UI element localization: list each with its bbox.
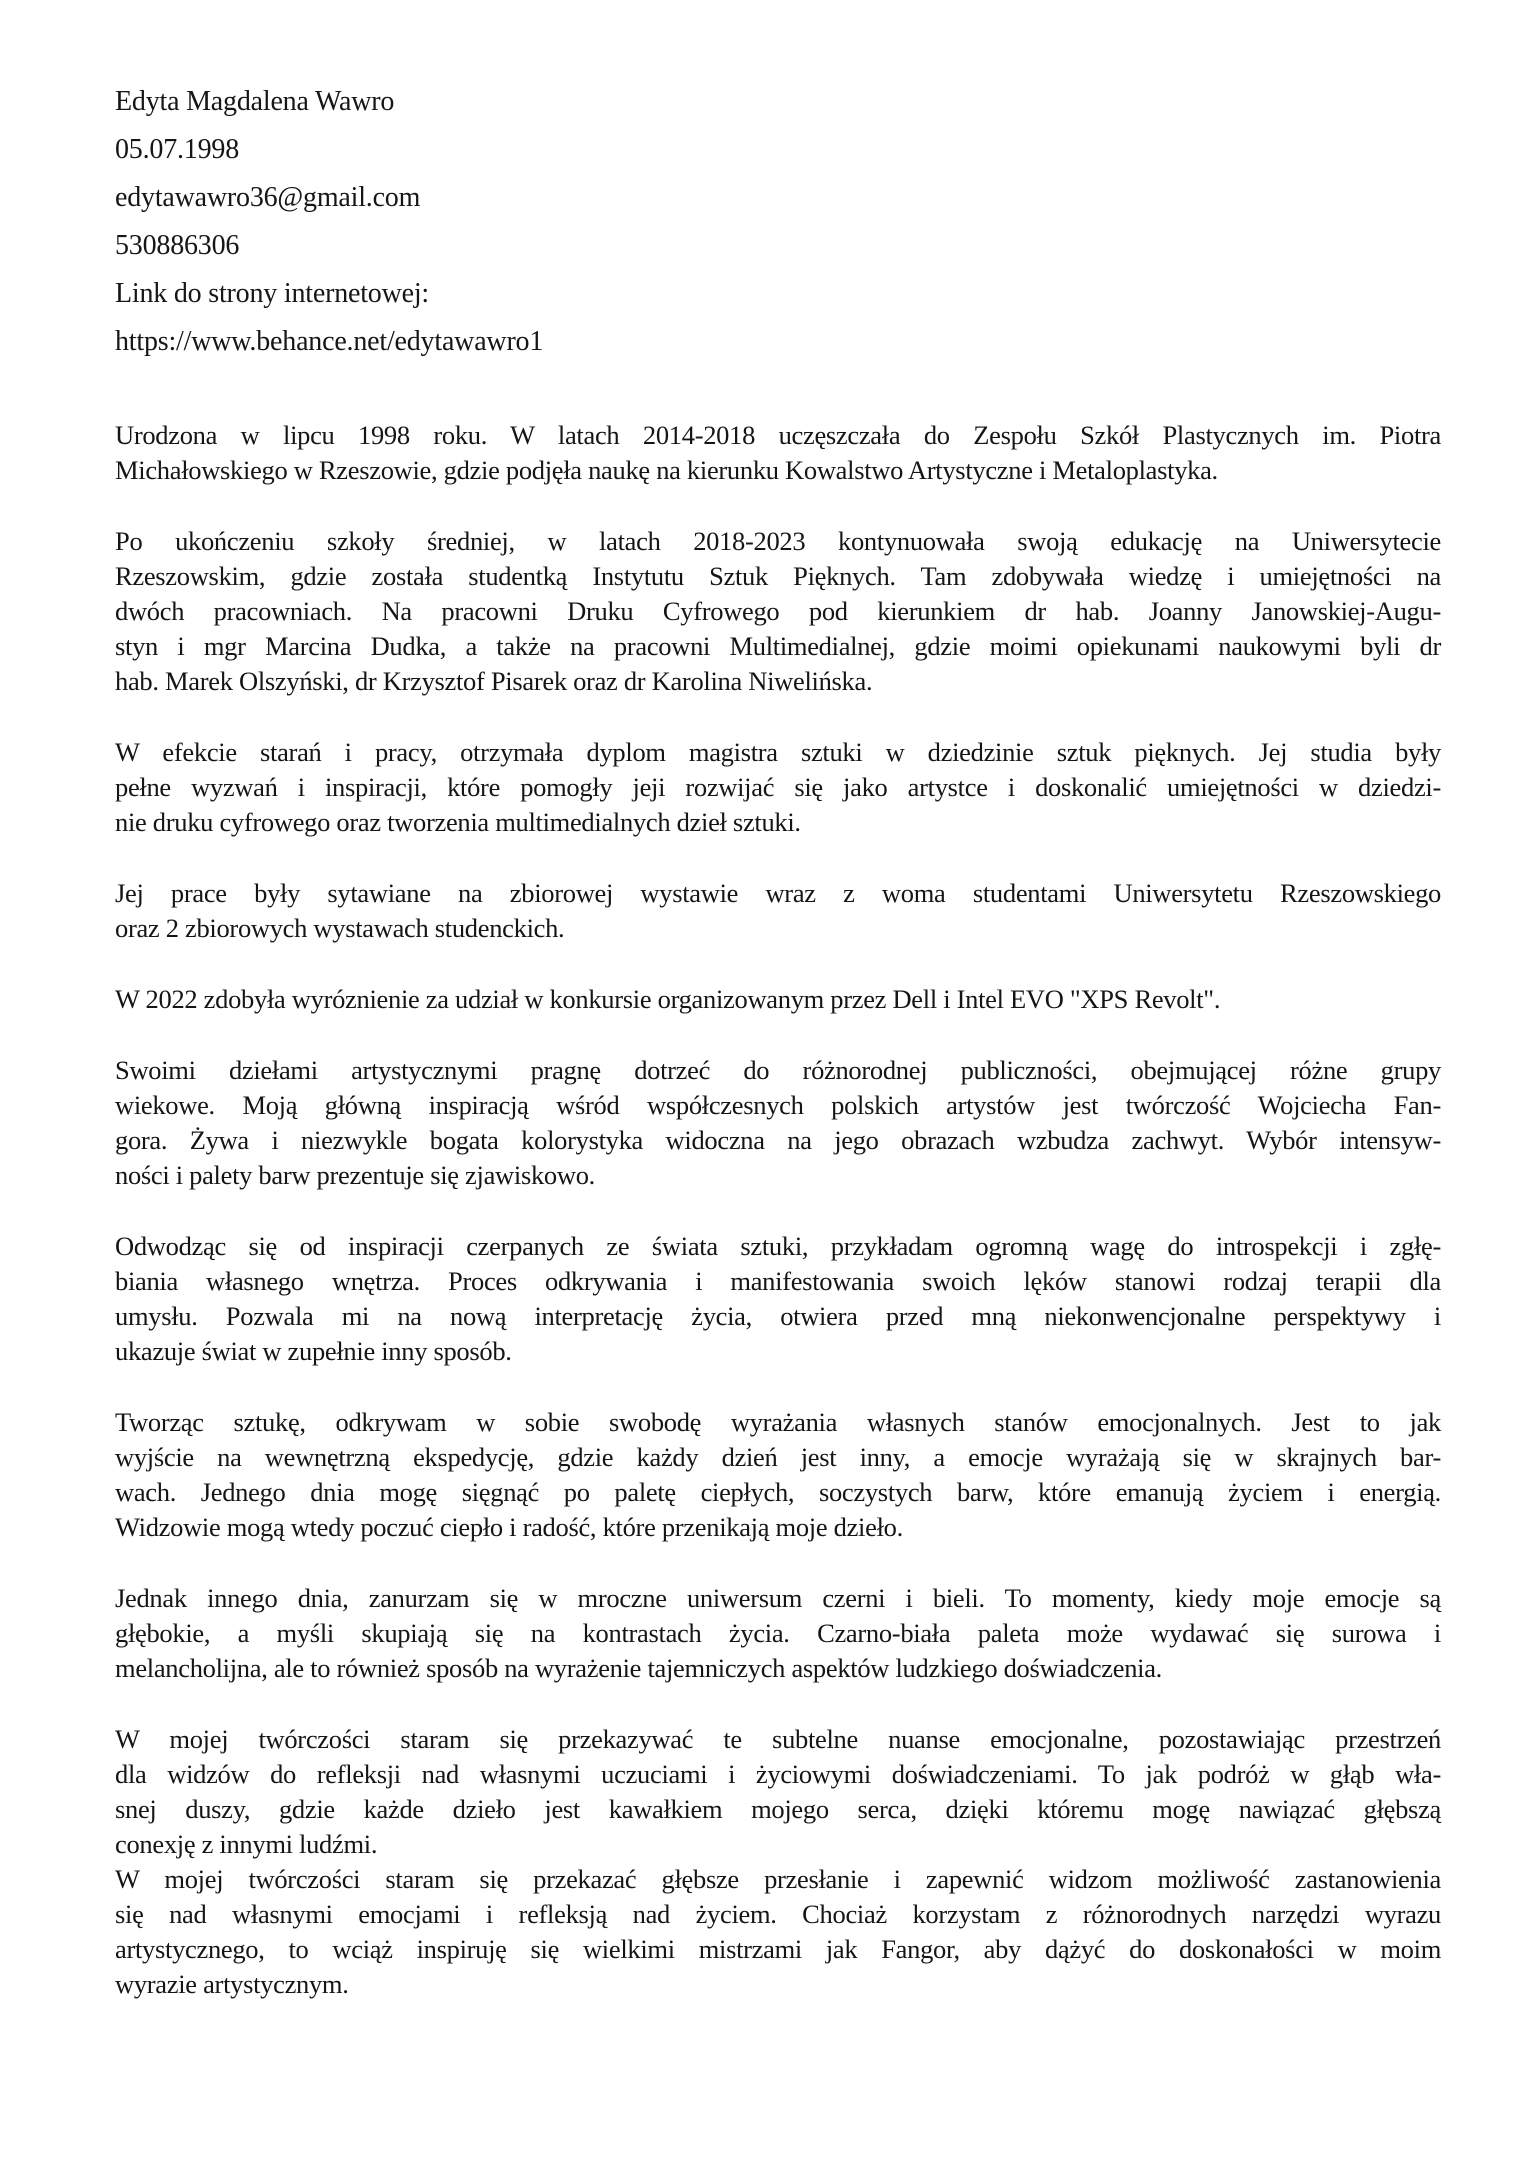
paragraph-line: Jej prace były sytawiane na zbiorowej wystawie wraz z woma studentami Uniwersytetu Rzeszowskiego [115, 878, 1441, 908]
contact-birthdate: 05.07.1998 [115, 134, 240, 165]
paragraph [115, 1053, 1441, 1193]
paragraph-line: ukazuje świat w zupełnie inny sposób. [115, 1336, 512, 1366]
paragraph-line: conexję z innymi ludźmi. [115, 1829, 378, 1859]
paragraph [115, 418, 1441, 488]
paragraph [115, 1229, 1441, 1369]
paragraph [115, 876, 1441, 946]
contact-name: Edyta Magdalena Wawro [115, 86, 395, 117]
paragraph-line: W 2022 zdobyła wyróznienie za udział w konkursie organizowanym przez Dell i Intel EVO "XPS Revolt". [115, 984, 1221, 1014]
paragraph-line: Urodzona w lipcu 1998 roku. W latach 2014-2018 uczęszczała do Zespołu Szkół Plastycznych im. Piotra [115, 420, 1441, 450]
contact-phone: 530886306 [115, 230, 240, 261]
paragraph [115, 1581, 1441, 1686]
paragraph-line: W mojej twórczości staram się przekazać głębsze przesłanie i zapewnić widzom możliwość zastanowienia [115, 1864, 1441, 1894]
paragraph-line: Rzeszowskim, gdzie została studentką Instytutu Sztuk Pięknych. Tam zdobywała wiedzę i umiejętności na [115, 561, 1441, 591]
paragraph-gap [115, 1545, 1441, 1581]
contact-website-label: Link do strony internetowej: [115, 278, 430, 309]
paragraph-gap [115, 699, 1441, 735]
paragraph-line: Widzowie mogą wtedy poczuć ciepło i radość, które przenikają moje dzieło. [115, 1512, 903, 1542]
paragraph-gap [115, 1686, 1441, 1722]
contact-block [115, 78, 1015, 366]
paragraph-gap [115, 1369, 1441, 1405]
paragraph-line: gora. Żywa i niezwykle bogata kolorystyka widoczna na jego obrazach wzbudza zachwyt. Wybór intensyw- [115, 1125, 1441, 1155]
paragraph-gap [115, 1193, 1441, 1229]
paragraph-line: głębokie, a myśli skupiają się na kontrastach życia. Czarno-biała paleta może wydawać się surowa i [115, 1618, 1441, 1648]
paragraph-line: oraz 2 zbiorowych wystawach studenckich. [115, 913, 565, 943]
paragraph-gap [115, 840, 1441, 876]
paragraph [115, 524, 1441, 699]
paragraph-line: hab. Marek Olszyński, dr Krzysztof Pisarek oraz dr Karolina Niwelińska. [115, 666, 873, 696]
paragraph-line: styn i mgr Marcina Dudka, a także na pracowni Multimedialnej, gdzie moimi opiekunami naukowymi byli dr [115, 631, 1441, 661]
paragraph-line: umysłu. Pozwala mi na nową interpretację życia, otwiera przed mną niekonwencjonalne perspektywy i [115, 1301, 1441, 1331]
paragraph-line: snej duszy, gdzie każde dzieło jest kawałkiem mojego serca, dzięki któremu mogę nawiązać głębszą [115, 1794, 1441, 1824]
contact-website-url: https://www.behance.net/edytawawro1 [115, 326, 544, 357]
paragraph-gap [115, 1017, 1441, 1053]
paragraph-gap [115, 488, 1441, 524]
paragraph-line: Odwodząc się od inspiracji czerpanych ze świata sztuki, przykładam ogromną wagę do introspekcji i zgłę- [115, 1231, 1441, 1261]
bio-text [115, 418, 1441, 2002]
paragraph-line: Swoimi dziełami artystycznymi pragnę dotrzeć do różnorodnej publiczności, obejmującej różne grupy [115, 1055, 1441, 1085]
paragraph [115, 1405, 1441, 1545]
paragraph-line: Jednak innego dnia, zanurzam się w mroczne uniwersum czerni i bieli. To momenty, kiedy moje emocje są [115, 1583, 1441, 1613]
paragraph-line: ności i palety barw prezentuje się zjawiskowo. [115, 1160, 595, 1190]
paragraph-line: wach. Jednego dnia mogę sięgnąć po paletę ciepłych, soczystych barw, które emanują życiem i energią. [115, 1477, 1441, 1507]
paragraph-line: W mojej twórczości staram się przekazywać te subtelne nuanse emocjonalne, pozostawiając przestrzeń [115, 1724, 1441, 1754]
paragraph-line: artystycznego, to wciąż inspiruję się wielkimi mistrzami jak Fangor, aby dążyć do doskonałości w moim [115, 1934, 1441, 1964]
paragraph-line: się nad własnymi emocjami i refleksją nad życiem. Chociaż korzystam z różnorodnych narzędzi wyrazu [115, 1899, 1441, 1929]
paragraph-line: wyrazie artystycznym. [115, 1969, 349, 1999]
paragraph [115, 1722, 1441, 2002]
paragraph-line: Po ukończeniu szkoły średniej, w latach 2018-2023 kontynuowała swoją edukację na Uniwersytecie [115, 526, 1441, 556]
paragraph-line: dla widzów do refleksji nad własnymi uczuciami i życiowymi doświadczeniami. To jak podróż w głąb wła- [115, 1759, 1441, 1789]
paragraph-line: melancholijna, ale to również sposób na wyrażenie tajemniczych aspektów ludzkiego doświadczenia. [115, 1653, 1163, 1683]
paragraph-line: biania własnego wnętrza. Proces odkrywania i manifestowania swoich lęków stanowi rodzaj terapii dla [115, 1266, 1441, 1296]
paragraph [115, 982, 1441, 1017]
paragraph-line: W efekcie starań i pracy, otrzymała dyplom magistra sztuki w dziedzinie sztuk pięknych. Jej studia były [115, 737, 1441, 767]
paragraph-line: dwóch pracowniach. Na pracowni Druku Cyfrowego pod kierunkiem dr hab. Joanny Janowskiej-Augu- [115, 596, 1441, 626]
paragraph-line: pełne wyzwań i inspiracji, które pomogły jeji rozwijać się jako artystce i doskonalić umiejętności w dziedzi- [115, 772, 1441, 802]
paragraph-line: wiekowe. Moją główną inspiracją wśród współczesnych polskich artystów jest twórczość Wojciecha Fan- [115, 1090, 1441, 1120]
paragraph-gap [115, 946, 1441, 982]
paragraph-line: wyjście na wewnętrzną ekspedycję, gdzie każdy dzień jest inny, a emocje wyrażają się w skrajnych bar- [115, 1442, 1441, 1472]
paragraph [115, 735, 1441, 840]
paragraph-line: Tworząc sztukę, odkrywam w sobie swobodę wyrażania własnych stanów emocjonalnych. Jest to jak [115, 1407, 1441, 1437]
paragraph-line: nie druku cyfrowego oraz tworzenia multimedialnych dzieł sztuki. [115, 807, 801, 837]
paragraph-line: Michałowskiego w Rzeszowie, gdzie podjęła naukę na kierunku Kowalstwo Artystyczne i Metaloplastyka. [115, 455, 1218, 485]
contact-email: edytawawro36@gmail.com [115, 182, 421, 213]
